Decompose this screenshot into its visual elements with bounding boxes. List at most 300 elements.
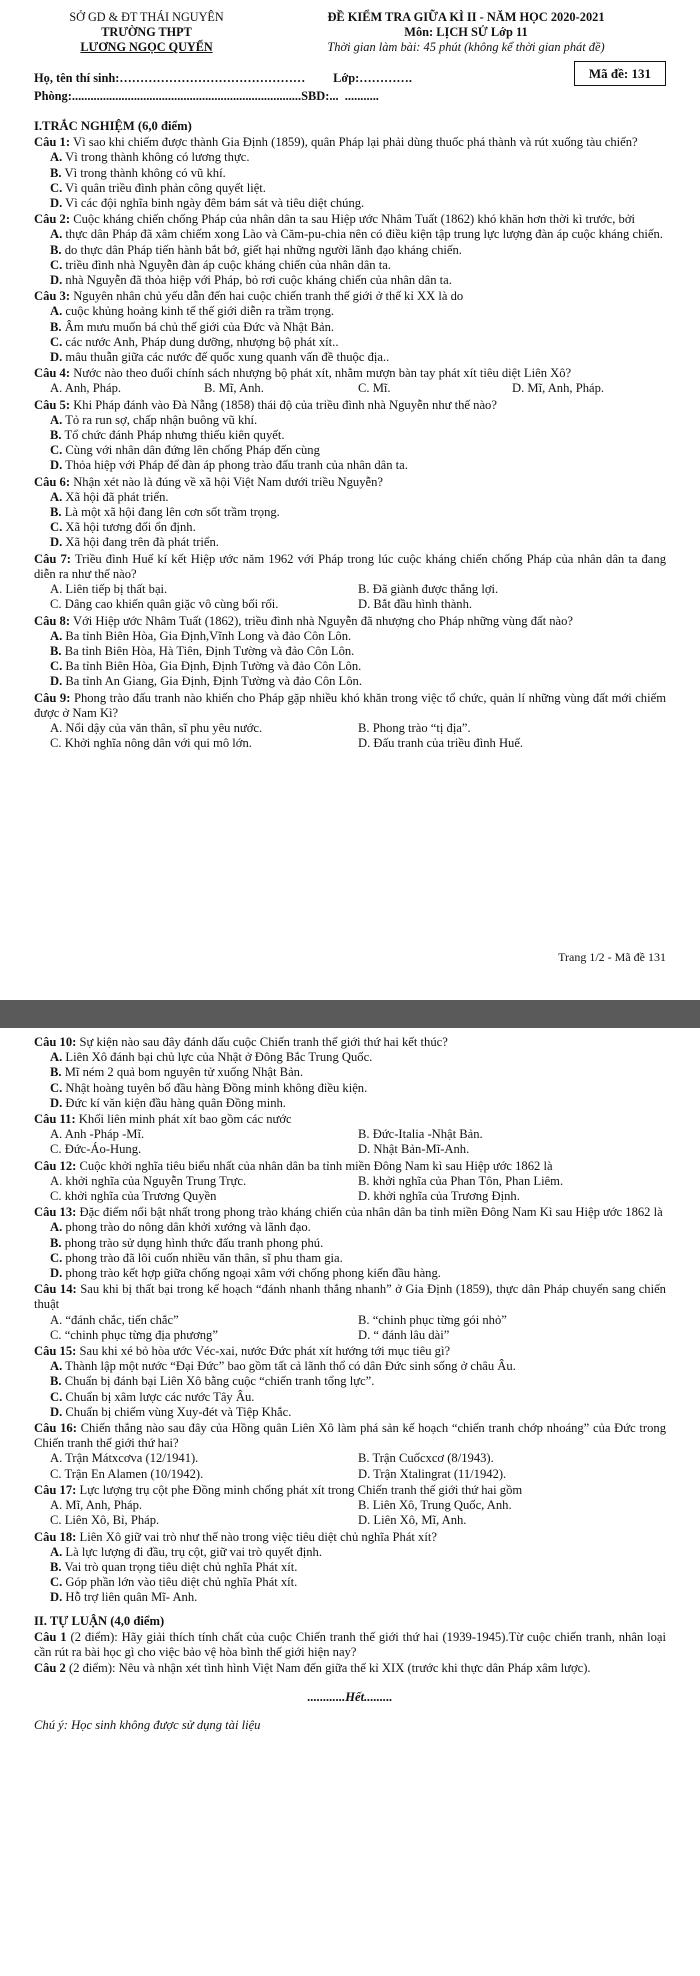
question-stem bbox=[34, 475, 666, 490]
option-text: Đấu tranh của triều đình Huế. bbox=[373, 736, 524, 751]
option-text: Thỏa hiệp với Pháp để đàn áp phong trào đấu tranh của nhân dân ta. bbox=[65, 458, 408, 473]
section-2-title: II. TỰ LUẬN (4,0 điểm) bbox=[34, 1613, 165, 1628]
option-letter: A. bbox=[50, 1050, 63, 1065]
answer-option bbox=[50, 1467, 358, 1482]
option-letter: C. bbox=[50, 257, 63, 272]
option-letter: A. bbox=[50, 1544, 63, 1559]
answer-option bbox=[50, 1174, 358, 1189]
answer-row bbox=[34, 1142, 666, 1157]
option-text: Góp phần lớn vào tiêu diệt chủ nghĩa Phát xít. bbox=[65, 1575, 298, 1590]
option-letter: A. bbox=[50, 1451, 63, 1466]
option-letter: D. bbox=[358, 597, 371, 612]
department-name: SỞ GD & ĐT THÁI NGUYÊN bbox=[69, 10, 224, 24]
option-letter: D. bbox=[50, 1404, 63, 1419]
answer-option bbox=[34, 644, 666, 659]
answer-row bbox=[34, 1328, 666, 1343]
option-letter: C. bbox=[50, 180, 63, 195]
option-letter: D. bbox=[358, 1513, 371, 1528]
option-text: triều đình nhà Nguyễn đàn áp cuộc kháng chiến của nhân dân ta. bbox=[65, 257, 391, 272]
option-text: Chuẩn bị đánh bại Liên Xô bằng cuộc “chiến tranh tổng lực”. bbox=[64, 1374, 375, 1389]
option-text: Nổi dậy của văn thân, sĩ phu yêu nước. bbox=[65, 720, 263, 735]
question-stem bbox=[34, 614, 666, 629]
answer-option bbox=[204, 381, 358, 396]
answer-option bbox=[358, 1189, 666, 1204]
option-text: Trận Mátxcơva (12/1941). bbox=[65, 1451, 199, 1466]
option-text: Trận En Alamen (10/1942). bbox=[64, 1466, 204, 1481]
answer-option bbox=[34, 1251, 666, 1266]
answer-row bbox=[34, 1513, 666, 1528]
option-text: Bắt đầu hình thành. bbox=[373, 597, 473, 612]
answer-option bbox=[34, 659, 666, 674]
option-letter: A. bbox=[50, 412, 63, 427]
answer-option bbox=[34, 1081, 666, 1096]
option-text: Đã giành được thắng lợi. bbox=[372, 582, 499, 597]
answer-option bbox=[358, 597, 666, 612]
student-name-line: Họ, tên thí sinh:……………………………………… Lớp:…………. bbox=[34, 71, 412, 85]
question-stem bbox=[34, 1205, 666, 1220]
room-line: Phòng:..........................................................................SBD:... ........... bbox=[34, 89, 379, 103]
option-text: Dâng cao khiến quân giặc vô cùng bối rối. bbox=[64, 597, 279, 612]
option-letter: B. bbox=[50, 505, 62, 520]
option-text: “chinh phục từng địa phương” bbox=[64, 1327, 218, 1342]
option-text: Xã hội đã phát triển. bbox=[65, 489, 169, 504]
option-text: Tổ chức đánh Pháp nhưng thiếu kiên quyết. bbox=[64, 428, 285, 443]
option-letter: A. bbox=[50, 582, 63, 597]
answer-option bbox=[50, 582, 358, 597]
exam-title: ĐỀ KIỂM TRA GIỮA KÌ II - NĂM HỌC 2020-2021 bbox=[327, 10, 605, 24]
option-letter: A. bbox=[50, 1312, 63, 1327]
option-letter: C. bbox=[50, 334, 63, 349]
question-stem bbox=[34, 212, 666, 227]
answer-option bbox=[50, 1142, 358, 1157]
question-text: Vì sao khi chiếm được thành Gia Định (1859), quân Pháp lại phải dùng thuốc phá thành và rút xuống tàu chiến? bbox=[72, 135, 638, 150]
option-text: Thành lập một nước “Đại Đức” bao gồm tất cả lãnh thổ có dân Đức sinh sống ở châu Âu. bbox=[65, 1359, 516, 1374]
option-text: Liên tiếp bị thất bại. bbox=[65, 582, 168, 597]
answer-option bbox=[512, 381, 666, 396]
question-stem bbox=[34, 1035, 666, 1050]
answer-option bbox=[50, 1127, 358, 1142]
answer-row bbox=[34, 1189, 666, 1204]
answer-option bbox=[34, 273, 666, 288]
question-text: Khi Pháp đánh vào Đà Nẵng (1858) thái độ của triều đình nhà Nguyễn như thế nào? bbox=[73, 397, 497, 412]
answer-option bbox=[34, 320, 666, 335]
answer-option bbox=[50, 1498, 358, 1513]
question-text: Nguyên nhân chủ yếu dẫn đến hai cuộc chiến tranh thế giới ở thế kỉ XX là do bbox=[73, 289, 464, 304]
option-text: Là lực lượng đi đầu, trụ cột, giữ vai trò quyết định. bbox=[65, 1544, 322, 1559]
answer-option bbox=[34, 490, 666, 505]
option-text: Nhật hoàng tuyên bố đầu hàng Đồng minh không điều kiện. bbox=[65, 1080, 368, 1095]
option-text: Vì các đội nghĩa binh ngày đêm bám sát và tiêu diệt chúng. bbox=[65, 196, 365, 211]
answer-option bbox=[358, 1142, 666, 1157]
option-text: Mĩ, Anh. bbox=[218, 381, 264, 396]
question-number: Câu 17: bbox=[34, 1482, 77, 1497]
option-letter: B. bbox=[358, 1173, 370, 1188]
answer-option bbox=[34, 1575, 666, 1590]
question-text: Cuộc khởi nghĩa tiêu biểu nhất của nhân dân ba tỉnh miền Đông Nam kì sau Hiệp ước 1862 là bbox=[79, 1158, 553, 1173]
answer-row bbox=[34, 1174, 666, 1189]
question-stem bbox=[34, 1530, 666, 1545]
question-number: Câu 14: bbox=[34, 1282, 77, 1297]
answer-option bbox=[34, 443, 666, 458]
question-stem bbox=[34, 289, 666, 304]
answer-option bbox=[50, 597, 358, 612]
option-text: phong trào do nông dân khởi xướng và lãnh đạo. bbox=[65, 1220, 311, 1235]
answer-option bbox=[34, 1096, 666, 1111]
time-limit: Thời gian làm bài: 45 phút (không kể thời gian phát đề) bbox=[327, 40, 605, 54]
option-letter: D. bbox=[50, 458, 63, 473]
answer-option bbox=[34, 150, 666, 165]
option-letter: A. bbox=[50, 489, 63, 504]
answer-option bbox=[34, 181, 666, 196]
option-letter: D. bbox=[50, 1266, 63, 1281]
answer-option bbox=[34, 227, 666, 242]
option-text: Cùng với nhân dân đứng lên chống Pháp đến cùng bbox=[65, 443, 320, 458]
option-text: Vai trò quan trọng tiêu diệt chủ nghĩa Phát xít. bbox=[64, 1559, 298, 1574]
option-text: Tỏ ra run sợ, chấp nhận buông vũ khí. bbox=[65, 412, 258, 427]
option-text: Ba tỉnh An Giang, Gia Định, Định Tường và đảo Côn Lôn. bbox=[65, 674, 362, 689]
answer-row bbox=[34, 736, 666, 751]
answer-option bbox=[358, 381, 512, 396]
question-stem bbox=[34, 1483, 666, 1498]
question-number: Câu 8: bbox=[34, 613, 71, 628]
option-text: Đức-Áo-Hung. bbox=[64, 1142, 142, 1157]
option-text: “chinh phục từng gói nhỏ” bbox=[372, 1312, 507, 1327]
question-text: Chiến thắng nào sau đây của Hồng quân Liên Xô làm phá sản kế hoạch “chiến tranh chớp nhoáng” của Đức trong Chiến tranh thế giới thứ hai? bbox=[34, 1421, 666, 1451]
option-text: Liên Xô, Mĩ, Anh. bbox=[373, 1513, 467, 1528]
option-text: Mĩ. bbox=[372, 381, 391, 396]
answer-option bbox=[34, 1236, 666, 1251]
option-letter: B. bbox=[358, 582, 370, 597]
question-number: Câu 9: bbox=[34, 690, 71, 705]
question-text: Triều đình Huế kí kết Hiệp ước năm 1962 với Pháp trong lúc cuộc kháng chiến chống Pháp của nhân dân ta đang diễn ra như thế nào? bbox=[34, 551, 666, 581]
answer-option bbox=[34, 1545, 666, 1560]
option-text: Ba tỉnh Biên Hòa, Hà Tiên, Định Tường và đảo Côn Lôn. bbox=[64, 643, 355, 658]
question-text: Sau khi xé bỏ hòa ước Véc-xai, nước Đức phát xít hướng tới mục tiêu gì? bbox=[79, 1344, 451, 1359]
option-letter: B. bbox=[204, 381, 216, 396]
answer-option bbox=[358, 1451, 666, 1466]
answer-option bbox=[50, 1513, 358, 1528]
option-letter: C. bbox=[50, 1080, 63, 1095]
option-letter: B. bbox=[50, 1235, 62, 1250]
option-letter: C. bbox=[50, 1466, 62, 1481]
option-text: Liên Xô, Bỉ, Pháp. bbox=[64, 1513, 160, 1528]
option-text: “đánh chắc, tiến chắc” bbox=[65, 1312, 179, 1327]
option-letter: C. bbox=[50, 1189, 62, 1204]
option-letter: D. bbox=[50, 196, 63, 211]
option-letter: C. bbox=[50, 597, 62, 612]
end-mark: ............Hết......... bbox=[307, 1690, 393, 1705]
question-stem bbox=[34, 552, 666, 582]
answer-row bbox=[34, 1467, 666, 1482]
option-text: nhà Nguyễn đã thỏa hiệp với Pháp, bỏ rơi cuộc kháng chiến của nhân dân ta. bbox=[65, 273, 452, 288]
question-text: Sau khi bị thất bại trong kế hoạch “đánh nhanh thắng nhanh” ở Gia Định (1859), thực dân Pháp chuyển sang chiến thuật bbox=[34, 1282, 666, 1312]
answer-option bbox=[50, 1451, 358, 1466]
option-letter: B. bbox=[50, 165, 62, 180]
option-letter: D. bbox=[358, 1142, 371, 1157]
answer-option bbox=[358, 1498, 666, 1513]
option-text: Mĩ, Anh, Pháp. bbox=[65, 1498, 143, 1513]
question-text: (2 điểm): Nêu và nhận xét tình hình Việt Nam đến giữa thế kỉ XIX (trước khi thực dân Pháp xâm lược). bbox=[69, 1661, 591, 1676]
answer-option bbox=[34, 458, 666, 473]
answer-option bbox=[34, 258, 666, 273]
option-letter: B. bbox=[50, 1065, 62, 1080]
question-text: Khối liên minh phát xít bao gồm các nước bbox=[78, 1112, 292, 1127]
option-text: Vì quân triều đình phản công quyết liệt. bbox=[65, 180, 266, 195]
answer-option bbox=[50, 1189, 358, 1204]
option-letter: C. bbox=[50, 520, 63, 535]
answer-option bbox=[358, 1127, 666, 1142]
page-separator bbox=[0, 1000, 700, 1028]
option-letter: A. bbox=[50, 381, 63, 396]
question-number: Câu 12: bbox=[34, 1158, 77, 1173]
question-stem bbox=[34, 1344, 666, 1359]
option-letter: C. bbox=[50, 659, 63, 674]
answer-option bbox=[34, 520, 666, 535]
option-letter: B. bbox=[50, 1559, 62, 1574]
student-info bbox=[34, 66, 666, 109]
question-text: (2 điểm): Hãy giải thích tính chất của cuộc Chiến tranh thế giới thứ hai (1939-1945).Từ cuộc chiến tranh, nhân loại cần rút ra bài học gì cho việc bảo vệ hòa bình thế giới hiện nay? bbox=[34, 1629, 667, 1659]
option-text: Nhật Bản-Mĩ-Anh. bbox=[373, 1142, 470, 1157]
option-text: khởi nghĩa của Trương Định. bbox=[373, 1189, 520, 1204]
question-text: Liên Xô giữ vai trò như thế nào trong việc tiêu diệt chủ nghĩa Phát xít? bbox=[79, 1529, 437, 1544]
option-text: Anh, Pháp. bbox=[64, 381, 122, 396]
answer-option bbox=[34, 166, 666, 181]
option-letter: A. bbox=[50, 628, 63, 643]
option-text: Xã hội đang trên đà phát triển. bbox=[65, 535, 219, 550]
option-letter: A. bbox=[50, 1127, 63, 1142]
option-letter: D. bbox=[50, 1095, 63, 1110]
exam-block bbox=[266, 10, 666, 55]
option-letter: C. bbox=[50, 1327, 62, 1342]
option-text: Vì trong thành không có lương thực. bbox=[65, 150, 250, 165]
answer-option bbox=[34, 1359, 666, 1374]
answer-row bbox=[34, 1498, 666, 1513]
answer-option bbox=[358, 721, 666, 736]
note: Chú ý: Học sinh không được sử dụng tài liệu bbox=[34, 1717, 261, 1732]
option-letter: B. bbox=[50, 319, 62, 334]
question-stem bbox=[34, 691, 666, 721]
option-letter: B. bbox=[358, 720, 370, 735]
option-letter: A. bbox=[50, 1173, 63, 1188]
option-letter: B. bbox=[358, 1498, 370, 1513]
option-text: Chuẩn bị chiếm vùng Xuy-đét và Tiệp Khắc. bbox=[65, 1404, 292, 1419]
answer-option bbox=[34, 1405, 666, 1420]
option-text: khởi nghĩa của Phan Tôn, Phan Liêm. bbox=[372, 1173, 564, 1188]
answer-row bbox=[34, 1313, 666, 1328]
answer-option bbox=[50, 736, 358, 751]
answer-option bbox=[34, 350, 666, 365]
question-stem bbox=[34, 1112, 666, 1127]
option-letter: C. bbox=[50, 1142, 62, 1157]
option-letter: B. bbox=[50, 1374, 62, 1389]
answer-option bbox=[34, 1220, 666, 1235]
question-stem bbox=[34, 135, 666, 150]
option-text: Chuẩn bị xâm lược các nước Tây Âu. bbox=[65, 1389, 255, 1404]
option-text: Ba tỉnh Biên Hòa, Gia Định,Vĩnh Long và đảo Côn Lôn. bbox=[65, 628, 352, 643]
question-number: Câu 2: bbox=[34, 212, 71, 227]
option-text: cuộc khủng hoảng kinh tế thế giới diễn ra trầm trọng. bbox=[65, 304, 335, 319]
answer-option bbox=[34, 1374, 666, 1389]
question-list-page-2 bbox=[34, 1035, 666, 1606]
option-letter: D. bbox=[50, 1590, 63, 1605]
option-text: Xã hội tương đối ổn định. bbox=[65, 520, 196, 535]
option-letter: B. bbox=[358, 1127, 370, 1142]
question-number: Câu 4: bbox=[34, 366, 71, 381]
question-number: Câu 7: bbox=[34, 551, 71, 566]
question-text: Phong trào đấu tranh nào khiến cho Pháp gặp nhiều khó khăn trong việc tổ chức, quản lí những vùng đất mới chiếm được ở Nam Kì? bbox=[34, 690, 666, 720]
answer-option bbox=[34, 505, 666, 520]
page-2 bbox=[0, 1028, 700, 1976]
answer-option bbox=[358, 1174, 666, 1189]
option-text: các nước Anh, Pháp dung dưỡng, nhượng bộ phát xít.. bbox=[65, 334, 339, 349]
option-letter: B. bbox=[50, 643, 62, 658]
question-number: Câu 5: bbox=[34, 397, 71, 412]
question-text: Lực lượng trụ cột phe Đồng minh chống phát xít trong Chiến tranh thế giới thứ hai gồm bbox=[79, 1482, 523, 1497]
answer-row bbox=[34, 582, 666, 597]
answer-option bbox=[34, 428, 666, 443]
answer-option bbox=[358, 1513, 666, 1528]
option-text: Đức-Italia -Nhật Bản. bbox=[372, 1127, 483, 1142]
option-letter: C. bbox=[50, 1575, 63, 1590]
option-letter: D. bbox=[50, 350, 63, 365]
answer-option bbox=[34, 335, 666, 350]
option-text: Đức kí văn kiện đầu hàng quân Đồng minh. bbox=[65, 1095, 286, 1110]
answer-option bbox=[50, 381, 204, 396]
subject: Môn: LỊCH SỬ Lớp 11 bbox=[404, 25, 528, 39]
answer-row bbox=[34, 721, 666, 736]
option-letter: B. bbox=[50, 428, 62, 443]
school-name: LƯƠNG NGỌC QUYẾN bbox=[80, 40, 213, 54]
answer-option bbox=[50, 1313, 358, 1328]
option-letter: A. bbox=[50, 1359, 63, 1374]
question-stem bbox=[34, 1159, 666, 1174]
question-list-page-1 bbox=[34, 135, 666, 751]
option-text: phong trào kết hợp giữa chống ngoại xâm với chống phong kiến đầu hàng. bbox=[65, 1266, 441, 1281]
essay-list bbox=[34, 1630, 666, 1677]
question-number: Câu 1 bbox=[34, 1629, 67, 1644]
question-number: Câu 3: bbox=[34, 289, 71, 304]
page-footer: Trang 1/2 - Mã đề 131 bbox=[558, 950, 666, 964]
answer-option bbox=[50, 721, 358, 736]
option-letter: C. bbox=[50, 443, 63, 458]
option-letter: A. bbox=[50, 304, 63, 319]
option-text: khởi nghĩa của Nguyễn Trung Trực. bbox=[65, 1173, 247, 1188]
answer-option bbox=[34, 1266, 666, 1281]
answer-option bbox=[34, 629, 666, 644]
answer-option bbox=[358, 582, 666, 597]
question-stem bbox=[34, 1282, 666, 1312]
question-text: Nhận xét nào là đúng về xã hội Việt Nam dưới triều Nguyễn? bbox=[73, 474, 383, 489]
answer-option bbox=[34, 243, 666, 258]
option-text: Trận Cuốcxcơ (8/1943). bbox=[372, 1451, 494, 1466]
answer-option bbox=[34, 1065, 666, 1080]
question-stem bbox=[34, 366, 666, 381]
answer-row bbox=[34, 1127, 666, 1142]
option-text: thực dân Pháp đã xâm chiếm xong Lào và Căm-pu-chia nên có điều kiện tập trung lực lượng đàn áp cuộc kháng chiến. bbox=[65, 227, 663, 242]
question-number: Câu 10: bbox=[34, 1035, 77, 1049]
answer-option bbox=[34, 413, 666, 428]
option-text: Phong trào “tị địa”. bbox=[372, 720, 471, 735]
option-text: Ba tỉnh Biên Hòa, Gia Định, Định Tường và đảo Côn Lôn. bbox=[65, 659, 362, 674]
option-letter: D. bbox=[358, 736, 371, 751]
answer-option bbox=[34, 1560, 666, 1575]
question-text: Cuộc kháng chiến chống Pháp của nhân dân ta sau Hiệp ước Nhâm Tuất (1862) khó khăn hơn thời kì trước, bởi bbox=[73, 212, 635, 227]
answer-option bbox=[34, 1590, 666, 1605]
option-letter: C. bbox=[50, 1250, 63, 1265]
answer-option bbox=[34, 1390, 666, 1405]
option-letter: D. bbox=[50, 674, 63, 689]
option-letter: B. bbox=[358, 1312, 370, 1327]
option-letter: D. bbox=[358, 1327, 371, 1342]
answer-row bbox=[34, 1451, 666, 1466]
option-text: Khởi nghĩa nông dân với qui mô lớn. bbox=[64, 736, 252, 751]
option-letter: D. bbox=[358, 1189, 371, 1204]
option-letter: C. bbox=[50, 736, 62, 751]
option-letter: D. bbox=[358, 1466, 371, 1481]
option-text: Liên Xô đánh bại chủ lực của Nhật ở Đông Bắc Trung Quốc. bbox=[65, 1050, 373, 1065]
section-1-title: I.TRẮC NGHIỆM (6,0 điểm) bbox=[34, 119, 192, 133]
option-letter: C. bbox=[50, 1513, 62, 1528]
option-text: Trận Xtalingrat (11/1942). bbox=[373, 1466, 507, 1481]
answer-option bbox=[34, 674, 666, 689]
option-text: mâu thuẫn giữa các nước đế quốc xung quanh vấn đề thuộc địa.. bbox=[65, 350, 390, 365]
answer-option bbox=[358, 1467, 666, 1482]
answer-option bbox=[34, 535, 666, 550]
question-number: Câu 2 bbox=[34, 1661, 66, 1676]
answer-option bbox=[34, 196, 666, 211]
answer-option bbox=[358, 1313, 666, 1328]
option-letter: A. bbox=[50, 1498, 63, 1513]
question-text: Với Hiệp ước Nhâm Tuất (1862), triều đình nhà Nguyễn đã nhượng cho Pháp những vùng đất nào? bbox=[72, 613, 574, 628]
option-text: do thực dân Pháp tiến hành bắt bớ, giết hại những người lãnh đạo kháng chiến. bbox=[64, 242, 462, 257]
question-number: Câu 18: bbox=[34, 1529, 77, 1544]
option-text: Âm mưu muốn bá chủ thế giới của Đức và Nhật Bản. bbox=[64, 319, 335, 334]
option-letter: B. bbox=[50, 242, 62, 257]
question-stem bbox=[34, 398, 666, 413]
option-letter: A. bbox=[50, 1220, 63, 1235]
question-number: Câu 11: bbox=[34, 1112, 76, 1127]
question-text: Sự kiện nào sau đây đánh dấu cuộc Chiến tranh thế giới thứ hai kết thúc? bbox=[79, 1035, 448, 1049]
question-number: Câu 15: bbox=[34, 1344, 77, 1359]
option-text: khởi nghĩa của Trương Quyền bbox=[64, 1189, 217, 1204]
question-stem bbox=[34, 1421, 666, 1451]
option-text: Liên Xô, Trung Quốc, Anh. bbox=[372, 1498, 512, 1513]
school-type: TRƯỜNG THPT bbox=[101, 25, 192, 39]
question-number: Câu 1: bbox=[34, 135, 71, 150]
option-text: Hỗ trợ liên quân Mĩ- Anh. bbox=[65, 1590, 198, 1605]
answer-option bbox=[34, 304, 666, 319]
question-number: Câu 16: bbox=[34, 1421, 77, 1436]
question-text: Đặc điểm nổi bật nhất trong phong trào kháng chiến của nhân dân ba tỉnh miền Đông Nam Kì sau Hiệp ước 1862 là bbox=[79, 1205, 663, 1220]
option-letter: C. bbox=[358, 381, 370, 396]
essay-question bbox=[34, 1630, 666, 1660]
option-letter: D. bbox=[50, 535, 63, 550]
answer-option bbox=[50, 1328, 358, 1343]
option-text: Là một xã hội đang lên cơn sốt trầm trọng. bbox=[64, 505, 280, 520]
option-text: phong trào đã lôi cuốn nhiều văn thân, sĩ phu tham gia. bbox=[65, 1250, 343, 1265]
school-block bbox=[34, 10, 259, 55]
option-text: Mĩ, Anh, Pháp. bbox=[527, 381, 605, 396]
option-letter: A. bbox=[50, 720, 63, 735]
answer-option bbox=[34, 1050, 666, 1065]
option-letter: D. bbox=[512, 381, 525, 396]
option-text: “ đánh lâu dài” bbox=[373, 1327, 450, 1342]
question-number: Câu 13: bbox=[34, 1205, 77, 1220]
essay-question bbox=[34, 1661, 666, 1676]
option-text: Mĩ ném 2 quả bom nguyên tử xuống Nhật Bản. bbox=[64, 1065, 304, 1080]
answer-row bbox=[34, 381, 666, 396]
question-number: Câu 6: bbox=[34, 474, 71, 489]
